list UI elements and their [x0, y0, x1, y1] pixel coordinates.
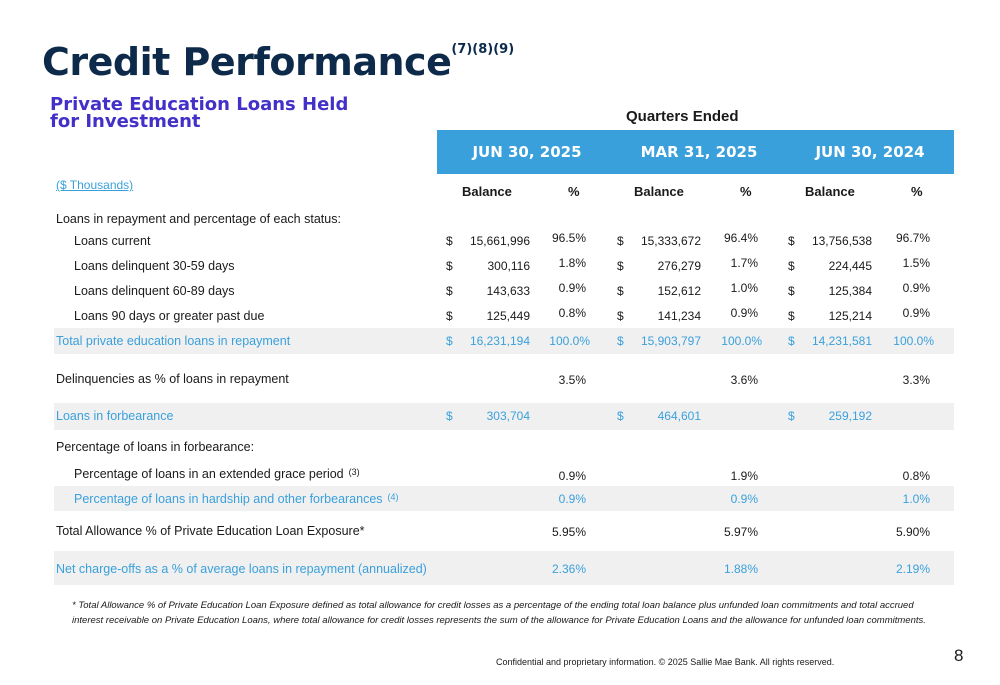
row-label: Delinquencies as % of loans in repayment — [56, 372, 289, 386]
col-header-pct-2: % — [740, 184, 752, 199]
col-header-balance-2: Balance — [634, 184, 684, 199]
row-label: Loans current — [74, 234, 151, 248]
row-label: Net charge-offs as a % of average loans in repayment (annualized) — [56, 562, 427, 576]
footnote: * Total Allowance % of Private Education Loan Exposure defined as total allowance for credit losses as a percentage of the ending total loan balance plus unfunded loan commitments and total accrued interest receivable on Private Education Loans, where total allowance for credit losses represents the sum of the allowance for Private Education Loans and the allowance for unfunded loan commitments. — [72, 600, 926, 626]
pct-q1: 0.9% — [558, 492, 586, 506]
currency-sign: $ — [788, 334, 795, 348]
balance-q2: 141,234 — [657, 309, 701, 323]
pct-q3: 3.3% — [902, 373, 930, 387]
row-label: Total Allowance % of Private Education Loan Exposure* — [56, 524, 365, 538]
pct-q2: 0.9% — [730, 492, 758, 506]
balance-q3: 125,214 — [828, 309, 872, 323]
balance-q3: 224,445 — [828, 259, 872, 273]
balance-q3: 125,384 — [828, 284, 872, 298]
pct-q2: 0.9% — [730, 306, 758, 320]
pct-q1: 2.36% — [551, 562, 586, 576]
period-header-1: JUN 30, 2025 — [472, 143, 582, 161]
balance-q1: 300,116 — [487, 259, 530, 273]
row-label: Loans delinquent 30-59 days — [74, 259, 235, 273]
currency-sign: $ — [617, 234, 624, 248]
balance-q2: 276,279 — [657, 259, 701, 273]
balance-q1: 15,661,996 — [469, 234, 530, 248]
currency-sign: $ — [617, 409, 624, 423]
currency-sign: $ — [617, 259, 624, 273]
pct-q1: 0.9% — [558, 469, 586, 483]
balance-q3: 259,192 — [828, 409, 872, 423]
balance-q1: 143,633 — [486, 284, 530, 298]
col-header-balance-1: Balance — [462, 184, 512, 199]
currency-sign: $ — [446, 284, 453, 298]
currency-sign: $ — [788, 309, 795, 323]
quarters-ended-label: Quarters Ended — [626, 108, 739, 125]
row-label: Loans in forbearance — [56, 409, 174, 423]
page-title: Credit Performance$^{(7)(8)(9)}$ — [42, 40, 515, 84]
pct-q2: 1.0% — [730, 281, 758, 295]
pct-q3: 100.0% — [893, 334, 934, 348]
pct-q1: 100.0% — [549, 334, 590, 348]
currency-sign: $ — [446, 259, 453, 273]
pct-q1: 0.9% — [558, 281, 586, 295]
title-footnote-refs: (7)(8)(9) — [451, 42, 515, 57]
currency-sign: $ — [617, 309, 624, 323]
row-label: Percentage of loans in an extended grace period $^{(3)}$ — [74, 467, 360, 481]
section-forbearance-pct-label: Percentage of loans in forbearance: — [56, 440, 255, 454]
pct-q1: 3.5% — [558, 373, 586, 387]
currency-sign: $ — [788, 234, 795, 248]
period-header-2: MAR 31, 2025 — [640, 143, 758, 161]
pct-q3: 5.90% — [895, 525, 930, 539]
balance-q1: 16,231,194 — [469, 334, 530, 348]
page-number: 8 — [954, 646, 964, 665]
currency-sign: $ — [446, 309, 453, 323]
table-subtitle: Private Education Loans Held for Investment — [50, 94, 349, 132]
pct-q3: 1.0% — [902, 492, 930, 506]
period-header-3: JUN 30, 2024 — [815, 143, 925, 161]
currency-sign: $ — [446, 234, 453, 248]
currency-sign: $ — [617, 284, 624, 298]
row-label: Loans 90 days or greater past due — [74, 309, 265, 323]
pct-q3: 96.7% — [895, 231, 930, 245]
footnote-ref: (3) — [348, 467, 360, 477]
pct-q1: 1.8% — [558, 256, 586, 270]
pct-q2: 5.97% — [723, 525, 758, 539]
section-repayment-label: Loans in repayment and percentage of each status: — [56, 212, 341, 226]
period-header-bar — [437, 130, 954, 174]
pct-q3: 1.5% — [902, 256, 930, 270]
row-label: Loans delinquent 60-89 days — [74, 284, 235, 298]
confidentiality-notice: Confidential and proprietary information. © 2025 Sallie Mae Bank. All rights reserved. — [496, 657, 835, 667]
balance-q2: 464,601 — [657, 409, 701, 423]
currency-sign: $ — [617, 334, 624, 348]
pct-q2: 96.4% — [723, 231, 758, 245]
balance-q2: 15,333,672 — [640, 234, 701, 248]
pct-q2: 1.7% — [730, 256, 758, 270]
currency-sign: $ — [788, 284, 795, 298]
pct-q2: 1.88% — [723, 562, 758, 576]
balance-q2: 152,612 — [657, 284, 701, 298]
pct-q3: 2.19% — [895, 562, 930, 576]
currency-sign: $ — [788, 409, 795, 423]
pct-q3: 0.8% — [902, 469, 930, 483]
pct-q3: 0.9% — [902, 281, 930, 295]
pct-q1: 96.5% — [551, 231, 586, 245]
units-label: ($ Thousands) — [56, 178, 134, 192]
col-header-pct-1: % — [568, 184, 580, 199]
col-header-balance-3: Balance — [805, 184, 855, 199]
pct-q2: 1.9% — [730, 469, 758, 483]
pct-q3: 0.9% — [902, 306, 930, 320]
pct-q2: 3.6% — [730, 373, 758, 387]
footnote-ref: (4) — [387, 492, 399, 502]
balance-q3: 14,231,581 — [811, 334, 872, 348]
pct-q2: 100.0% — [721, 334, 762, 348]
balance-q2: 15,903,797 — [640, 334, 701, 348]
currency-sign: $ — [446, 334, 453, 348]
currency-sign: $ — [788, 259, 795, 273]
balance-q1: 125,449 — [486, 309, 530, 323]
currency-sign: $ — [446, 409, 453, 423]
pct-q1: 0.8% — [558, 306, 586, 320]
row-label: Total private education loans in repayment — [56, 334, 291, 348]
col-header-pct-3: % — [911, 184, 923, 199]
balance-q3: 13,756,538 — [811, 234, 872, 248]
balance-q1: 303,704 — [486, 409, 530, 423]
row-label: Percentage of loans in hardship and other forbearances $^{(4)}$ — [74, 492, 399, 506]
pct-q1: 5.95% — [551, 525, 586, 539]
